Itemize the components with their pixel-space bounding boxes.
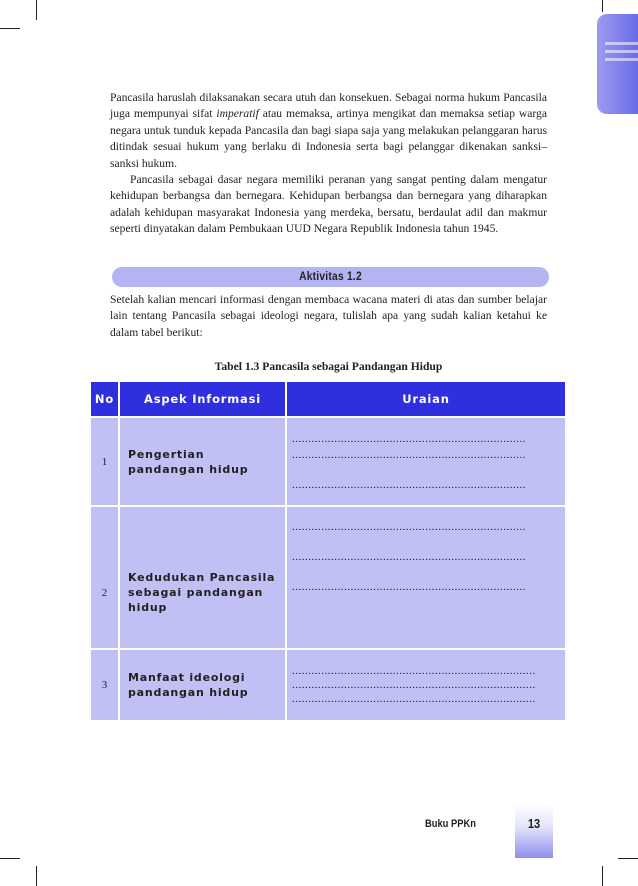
crop-mark: [36, 0, 37, 20]
header-no: No: [90, 381, 119, 417]
paragraph-1: Pancasila haruslah dilaksanakan secara utuh dan konsekuen. Sebagai norma hukum Pancasila juga mempunyai sifat imperatif atau memaksa, artinya mengikat dan memaksa setiap warga negara untuk tunduk kepada Pancasila dan bagi siapa saja yang melakukan pelanggaran harus ditindak sesuai hukum yang berlaku di Indonesia serta bagi pelanggar dikenakan sanksi–sanksi hukum.: [110, 91, 547, 170]
crop-mark: [36, 866, 37, 886]
italic-term: imperatif: [216, 107, 259, 121]
crop-mark: [602, 0, 603, 12]
body-text: [110, 90, 547, 238]
row-number: 2: [90, 506, 119, 649]
crop-mark: [602, 866, 603, 886]
crop-mark: [0, 28, 20, 29]
header-aspek: Aspek Informasi: [119, 381, 286, 417]
crop-mark: [0, 858, 20, 859]
row-number: 1: [90, 417, 119, 506]
aspek-cell: Kedudukan Pancasila sebagai pandangan hidup: [119, 506, 286, 649]
table-header-row: [90, 381, 566, 417]
book-title: Buku PPKn: [425, 818, 476, 830]
crop-mark: [618, 858, 638, 859]
page-number: 13: [527, 816, 541, 831]
activity-title: Aktivitas 1.2: [299, 269, 362, 283]
uraian-answer-field[interactable]: ........................................................................ ........................................................................ ........................................................................: [286, 506, 566, 649]
row-number: 3: [90, 649, 119, 721]
uraian-answer-field[interactable]: ........................................................................ ........................................................................ ........................................................................: [286, 417, 566, 506]
chapter-side-tab: [597, 14, 638, 114]
activity-instruction: Setelah kalian mencari informasi dengan membaca wacana materi di atas dan sumber belajar lain tentang Pancasila sebagai ideologi negara, tulislah apa yang sudah kalian ketahui ke dalam tabel berikut:: [110, 293, 547, 339]
table-caption: Tabel 1.3 Pancasila sebagai Pandangan Hidup: [214, 360, 443, 373]
header-uraian: Uraian: [286, 381, 566, 417]
aspek-cell: Manfaat ideologi pandangan hidup: [119, 649, 286, 721]
info-table: [89, 380, 567, 722]
aspek-cell: Pengertian pandangan hidup: [119, 417, 286, 506]
uraian-answer-field[interactable]: ........................................................................... ........................................................................... ...........................................................................: [286, 649, 566, 721]
table-row: [90, 506, 566, 649]
paragraph-2: Pancasila sebagai dasar negara memiliki peranan yang sangat penting dalam mengatur kehidupan berbangsa dan bernegara. Kehidupan berbangsa dan bernegara yang diharapkan adalah kehidupan masyarakat Indonesia yang merdeka, bersatu, berdaulat adil dan makmur seperti dinyatakan dalam Pembukaan UUD Negara Republik Indonesia tahun 1945.: [110, 173, 547, 236]
table-row: [90, 649, 566, 721]
activity-banner: [112, 267, 549, 287]
page-number-box: [515, 804, 553, 858]
table-row: [90, 417, 566, 506]
